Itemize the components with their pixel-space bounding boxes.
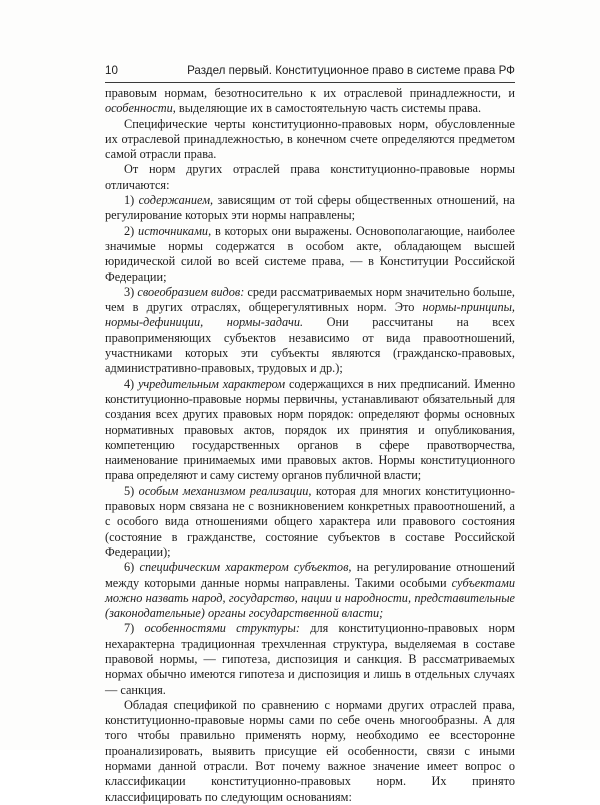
text-run: выделяющие их в самостоятельную часть системы права. — [175, 101, 482, 116]
italic-term: особым механизмом реализации, — [138, 483, 312, 498]
page-number: 10 — [105, 64, 118, 77]
paragraph — [105, 117, 515, 163]
text-run: 7) — [124, 621, 145, 636]
paragraph — [105, 484, 515, 560]
text-run: 6) — [124, 560, 140, 575]
paragraph — [105, 285, 515, 377]
paragraph — [105, 377, 515, 484]
text-run: Они рассчитаны на всех правоприменяющих субъектов независимо от вида правоотношений, участниками которых эти субъекты являются (гражданско-правовых, административно-правовых, трудовых и др.); — [105, 315, 515, 376]
text-run: , в которых они выражены. Основополагающие, наиболее значимые нормы содержатся в особом акте, обладающем высшей юридической силой во всей системе права, — в Конституции Российской Федерации; — [105, 223, 515, 284]
paragraph — [105, 698, 515, 805]
text-run: 2) — [124, 223, 139, 238]
text-run: зависящим от той сферы общественных отношений, на регулирование которых эти нормы направлены; — [105, 193, 515, 223]
text-run: 4) — [124, 376, 139, 391]
body-text — [105, 86, 515, 805]
text-run: для конституционно-правовых норм нехарактерна традиционная трехчленная структура, выделяемая в составе правовой нормы, — гипотеза, диспозиция и санкция. В рассматриваемых нормах обычно имеются гипотеза и диспозиция и лишь в отдельных случаях — санкция. — [105, 621, 515, 697]
text-run: 5) — [124, 483, 139, 498]
italic-term: особенности, — [105, 101, 176, 116]
text-run: на регулирование отношений между которыми данные нормы направлены. Такими особыми — [105, 560, 515, 590]
italic-term: источниками — [138, 223, 209, 238]
italic-term: субъектами можно назвать народ, государство, нации и народности, представительные (законодательные) органы государственной власти; — [105, 575, 515, 621]
paragraph — [105, 621, 515, 697]
italic-term: учредительным характером — [138, 376, 285, 391]
paragraph — [105, 193, 515, 224]
text-run: Специфические черты конституционно-правовых норм, обусловленные их отраслевой принадлежностью, в конечном счете определяются предметом самой отрасли права. — [105, 116, 515, 162]
running-head: Раздел первый. Конституционное право в системе права РФ — [187, 64, 515, 77]
text-run: Обладая спецификой по сравнению с нормами других отраслей права, конституционно-правовые нормы сами по себе очень многообразны. А для того чтобы правильно применять норму, необходимо ее всесторонне проанализировать, выявить присущие ей особенности, связи с иными нормами данной отрасли. Вот почему важное значение имеет вопрос о классификации конституционно-правовых норм. Их принято классифицировать по следующим основаниям: — [105, 697, 515, 804]
italic-term: нормы-принципы, нормы-дефиниции, нормы-задачи. — [105, 300, 515, 330]
italic-term: специфическим характером субъектов, — [139, 560, 352, 575]
text-run: 3) — [124, 284, 138, 299]
italic-term: особенностями структуры: — [144, 621, 300, 636]
italic-term: содержанием, — [138, 193, 214, 208]
text-run: От норм других отраслей права конституционно-правовые нормы отличаются: — [105, 162, 515, 192]
paragraph — [105, 224, 515, 285]
text-run: 1) — [124, 193, 139, 208]
paragraph — [105, 162, 515, 193]
paragraph — [105, 86, 515, 117]
italic-term: своеобразием видов: — [137, 284, 245, 299]
text-run: правовым нормам, безотносительно к их отраслевой принадлежности, и — [105, 86, 515, 100]
paragraph — [105, 560, 515, 621]
text-run: среди рассматриваемых норм значительно больше, чем в других отраслях, общерегулятивных норм. Это — [105, 284, 515, 315]
text-run: которая для многих конституционно-правовых норм связана не с возникновением конкретных правоотношений, а с особого вида отношениями общего характера или правового состояния (состояние в гражданстве, состояние субъектов в составе Российской Федерации); — [105, 483, 515, 559]
text-run: содержащихся в них предписаний. Именно конституционно-правовые нормы первичны, устанавливают обязательный для создания всех других правовых норм порядок: определяют формы основных нормативных правовых актов, порядок их принятия и опубликования, компетенцию государственных органов в сфере правотворчества, наименование принимаемых ими правовых актов. Нормы конституционного права определяют и саму систему органов публичной власти; — [105, 376, 515, 483]
page-header — [105, 60, 515, 83]
